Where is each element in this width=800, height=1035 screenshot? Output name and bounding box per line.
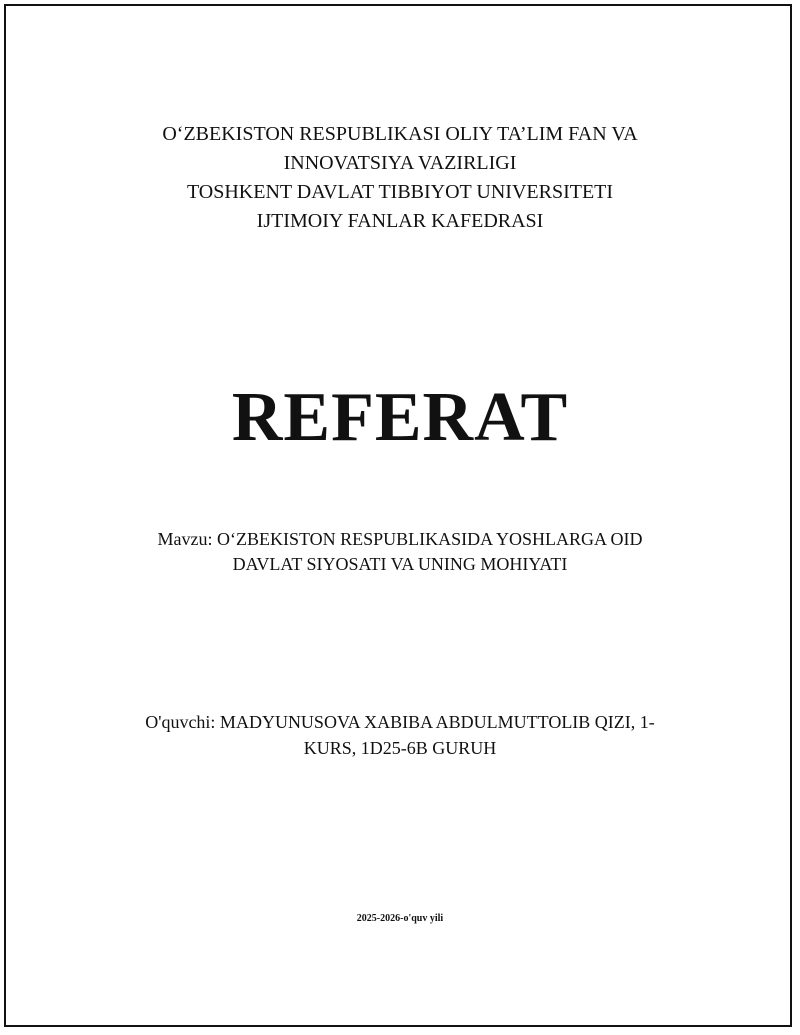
academic-year: 2025-2026-o'quv yili — [356, 913, 444, 924]
institution-header — [0, 120, 800, 236]
ministry-name-line-2: INNOVATSIYA VAZIRLIGI — [283, 152, 517, 174]
university-name: TOSHKENT DAVLAT TIBBIYOT UNIVERSITETI — [186, 181, 614, 203]
topic-line-1: Mavzu: O‘ZBEKISTON RESPUBLIKASIDA YOSHLARGA OID — [157, 529, 643, 549]
topic-line-2: DAVLAT SIYOSATI VA UNING MOHIYATI — [232, 554, 568, 574]
student-line-2: KURS, 1D25-6B GURUH — [303, 738, 497, 758]
document-title: REFERAT — [231, 379, 569, 456]
department-name: IJTIMOIY FANLAR KAFEDRASI — [256, 210, 544, 232]
student-line-1: O'quvchi: MADYUNUSOVA XABIBA ABDULMUTTOLIB QIZI, 1- — [145, 712, 655, 732]
topic-block — [120, 527, 680, 577]
ministry-name-line-1: O‘ZBEKISTON RESPUBLIKASI OLIY TA’LIM FAN VA — [162, 123, 638, 145]
student-info — [100, 709, 700, 761]
